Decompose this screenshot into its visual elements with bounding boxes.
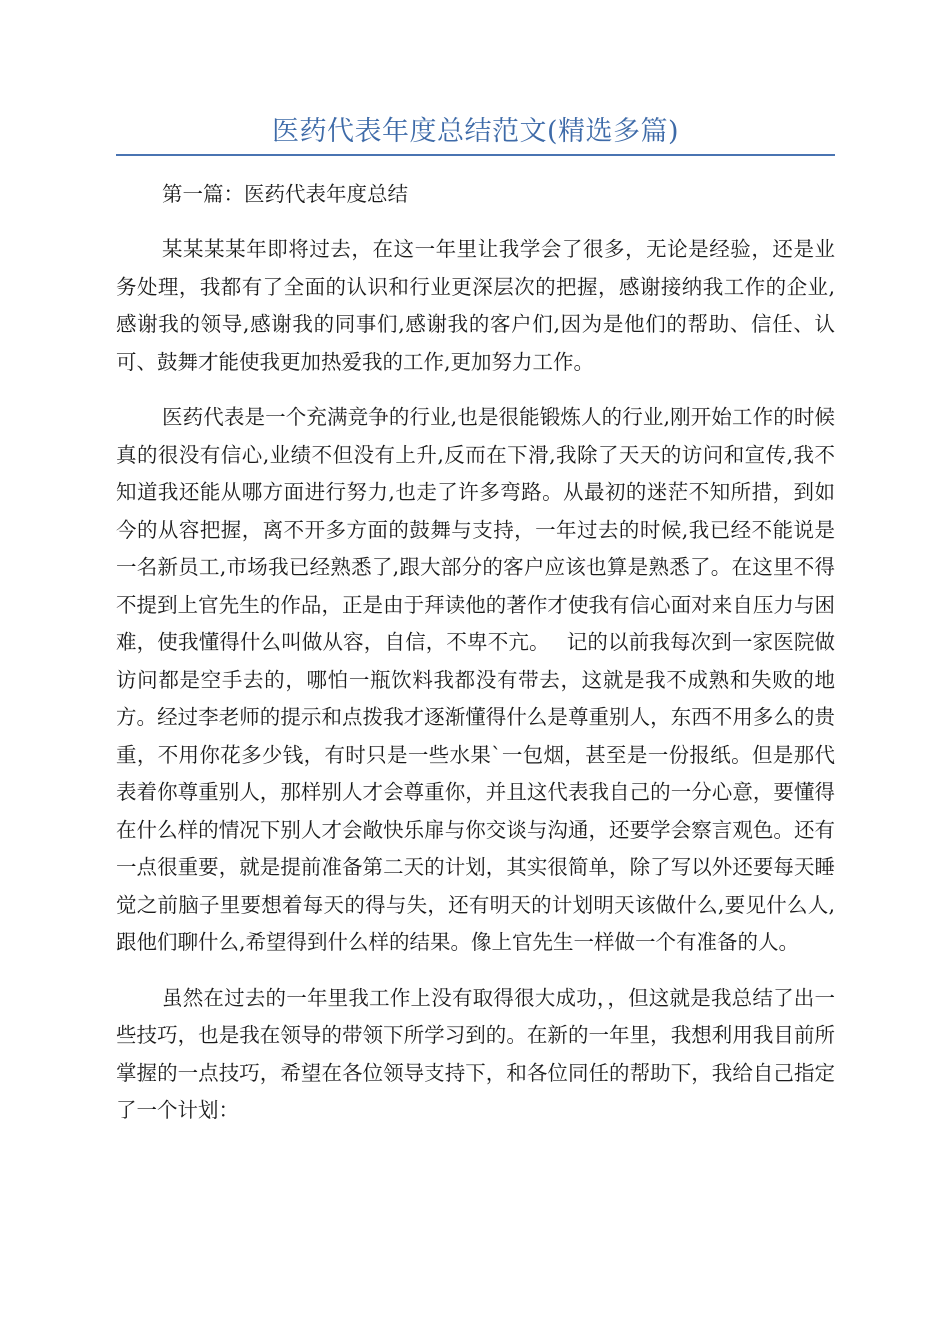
section-heading: 第一篇：医药代表年度总结 [162, 182, 408, 206]
paragraph-2: 医药代表是一个充满竞争的行业,也是很能锻炼人的行业,刚开始工作的时候真的很没有信心,业绩不但没有上升,反而在下滑,我除了天天的访问和宣传,我不知道我还能从哪方面进行努力,也走了许多弯路。从最初的迷茫不知所措，到如今的从容把握，离不开多方面的鼓舞与支持，一年过去的时候,我已经不能说是一名新员工,市场我已经熟悉了,跟大部分的客户应该也算是熟悉了。在这里不得不提到上官先生的作品，正是由于拜读他的著作才使我有信心面对来自压力与困难，使我懂得什么叫做从容，自信，不卑不亢。 记的以前我每次到一家医院做访问都是空手去的，哪怕一瓶饮料我都没有带去，这就是我不成熟和失败的地方。经过李老师的提示和点拨我才逐渐懂得什么是尊重别人，东西不用多么的贵重，不用你花多少钱，有时只是一些水果`一包烟，甚至是一份报纸。但是那代表着你尊重别人，那样别人才会尊重你，并且这代表我自己的一分心意，要懂得在什么样的情况下别人才会敞快乐扉与你交谈与沟通，还要学会察言观色。还有一点很重要，就是提前准备第二天的计划，其实很简单，除了写以外还要每天睡觉之前脑子里要想着每天的得与失，还有明天的计划明天该做什么,要见什么人,跟他们聊什么,希望得到什么样的结果。像上官先生一样做一个有准备的人。 [116, 405, 835, 954]
title-underline [116, 154, 835, 156]
paragraph-3: 虽然在过去的一年里我工作上没有取得很大成功，，但这就是我总结了出一些技巧，也是我在领导的带领下所学习到的。在新的一年里，我想利用我目前所掌握的一点技巧，希望在各位领导支持下，和各位同任的帮助下，我给自己指定了一个计划： [116, 985, 835, 1122]
paragraph-1: 某某某某年即将过去，在这一年里让我学会了很多，无论是经验，还是业务处理，我都有了全面的认识和行业更深层次的把握，感谢接纳我工作的企业,感谢我的领导,感谢我的同事们,感谢我的客户们,因为是他们的帮助、信任、认可、鼓舞才能使我更加热爱我的工作,更加努力工作。 [116, 237, 835, 374]
document-title: 医药代表年度总结范文(精选多篇) [271, 116, 680, 147]
document-body [116, 176, 835, 1130]
